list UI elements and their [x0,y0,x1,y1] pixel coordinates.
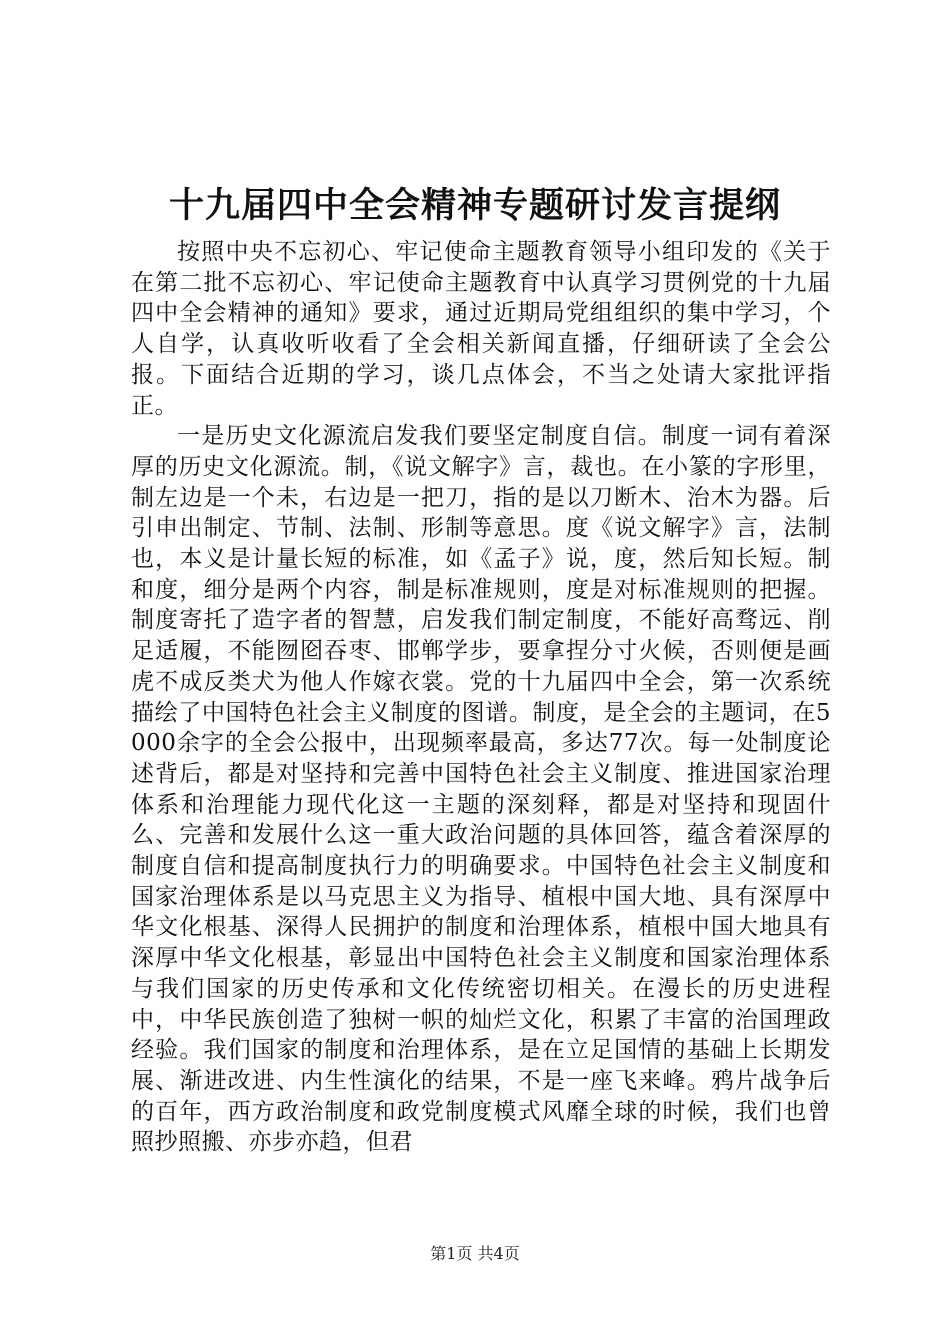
paragraph-point-one: 一是历史文化源流启发我们要坚定制度自信。制度一词有着深厚的历史文化源流。制，《说文解字》言，裁也。在小篆的字形里，制左边是一个未，右边是一把刀，指的是以刀断木、治木为器。后引申出制定、节制、法制、形制等意思。度《说文解字》言，法制也，本义是计量长短的标准，如《孟子》说，度，然后知长短。制和度，细分是两个内容，制是标准规则，度是对标准规则的把握。制度寄托了造字者的智慧，启发我们制定制度，不能好高骛远、削足适履，不能囫囵吞枣、邯郸学步，要拿捏分寸火候，否则便是画虎不成反类犬为他人作嫁衣裳。党的十九届四中全会，第一次系统描绘了中国特色社会主义制度的图谱。制度，是全会的主题词，在5000余字的全会公报中，出现频率最高，多达77次。每一处制度论述背后，都是对坚持和完善中国特色社会主义制度、推进国家治理体系和治理能力现代化这一主题的深刻释，都是对坚持和现固什么、完善和发展什么这一重大政治问题的具体回答，蕴含着深厚的制度自信和提高制度执行力的明确要求。中国特色社会主义制度和国家治理体系是以马克思主义为指导、植根中国大地、具有深厚中华文化根基、深得人民拥护的制度和治理体系，植根中国大地具有深厚中华文化根基，彰显出中国特色社会主义制度和国家治理体系与我们国家的历史传承和文化传统密切相关。在漫长的历史进程中，中华民族创造了独树一帜的灿烂文化，积累了丰富的治国理政经验。我们国家的制度和治理体系，是在立足国情的基础上长期发展、渐进改进、内生性演化的结果，不是一座飞来峰。鸦片战争后的百年，西方政治制度和政党制度模式风靡全球的时候，我们也曾照抄照搬、亦步亦趋，但君 [131,423,831,1156]
page-footer: 第1页 共4页 [430,1244,520,1263]
document-title: 十九届四中全会精神专题研讨发言提纲 [168,185,781,226]
document-body [131,237,831,1158]
paragraph-intro: 按照中央不忘初心、牢记使命主题教育领导小组印发的《关于在第二批不忘初心、牢记使命主题教育中认真学习贯例党的十九届四中全会精神的通知》要求，通过近期局党组组织的集中学习，个人自学，认真收听收看了全会相关新闻直播，仔细研读了全会公报。下面结合近期的学习，谈几点体会，不当之处请大家批评指正。 [131,239,831,419]
